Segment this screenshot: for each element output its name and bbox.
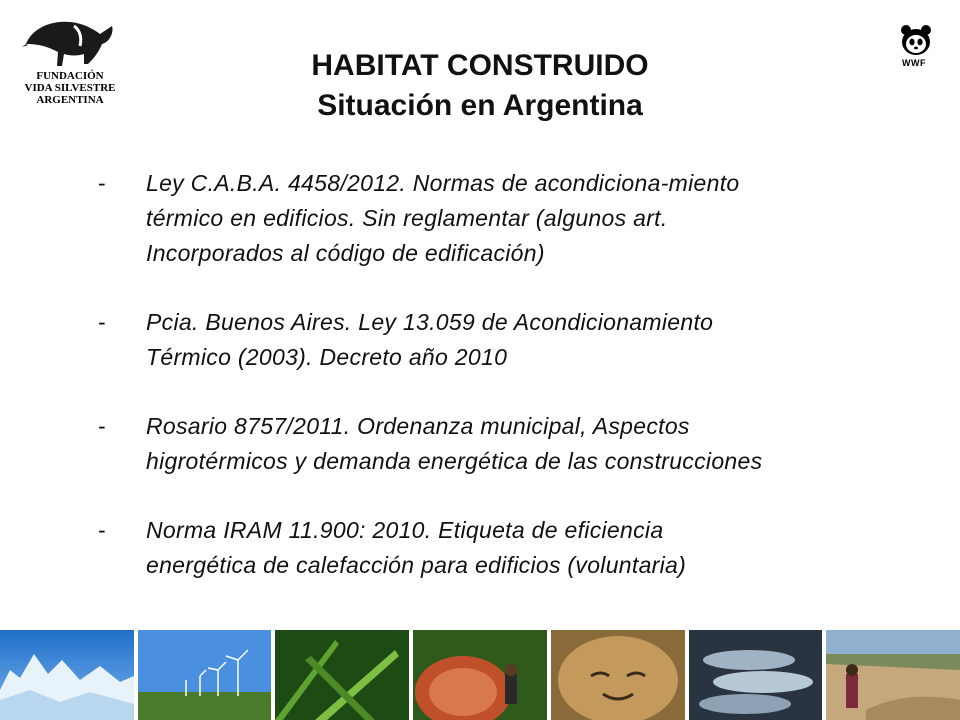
bullet-dash: - bbox=[98, 413, 106, 439]
logo-line-3: ARGENTINA bbox=[36, 94, 104, 106]
panda-icon bbox=[898, 24, 934, 58]
bullet-item bbox=[96, 305, 926, 375]
bullet-item bbox=[96, 513, 926, 583]
wwf-logo bbox=[898, 24, 938, 70]
fundacion-vida-silvestre-logo bbox=[14, 14, 126, 124]
item-line: térmico en edificios. Sin reglamentar (algunos art. bbox=[146, 205, 668, 231]
item-line: Pcia. Buenos Aires. Ley 13.059 de Acondicionamiento bbox=[146, 309, 714, 335]
photo-sea-turtle bbox=[551, 630, 685, 720]
photo-tree-trunk bbox=[413, 630, 547, 720]
item-line: energética de calefacción para edificios (voluntaria) bbox=[146, 552, 687, 578]
title-line-1: HABITAT CONSTRUIDO bbox=[311, 49, 649, 82]
bullet-item bbox=[96, 166, 926, 271]
title-line-2: Situación en Argentina bbox=[317, 89, 643, 122]
item-line: Rosario 8757/2011. Ordenanza municipal, Aspectos bbox=[146, 413, 690, 439]
item-line: Ley C.A.B.A. 4458/2012. Normas de acondiciona-miento bbox=[146, 170, 740, 196]
photo-glacier bbox=[0, 630, 134, 720]
item-line: higrotérmicos y demanda energética de las construcciones bbox=[146, 448, 763, 474]
anteater-icon bbox=[22, 14, 118, 70]
bullet-dash: - bbox=[98, 517, 106, 543]
photo-strip bbox=[0, 630, 960, 720]
photo-fish bbox=[689, 630, 823, 720]
logo-line-1: FUNDACIÓN bbox=[36, 70, 104, 82]
slide-title bbox=[200, 46, 760, 126]
bullet-list bbox=[96, 166, 926, 617]
item-line: Norma IRAM 11.900: 2010. Etiqueta de eficiencia bbox=[146, 517, 664, 543]
bullet-item bbox=[96, 409, 926, 479]
bullet-dash: - bbox=[98, 309, 106, 335]
logo-line-2: VIDA SILVESTRE bbox=[24, 82, 116, 94]
bullet-dash: - bbox=[98, 170, 106, 196]
item-line: Térmico (2003). Decreto año 2010 bbox=[146, 344, 508, 370]
item-line: Incorporados al código de edificación) bbox=[146, 240, 545, 266]
wwf-text: WWF bbox=[902, 58, 926, 68]
photo-desert bbox=[826, 630, 960, 720]
photo-wind-turbines bbox=[138, 630, 272, 720]
photo-fern bbox=[275, 630, 409, 720]
